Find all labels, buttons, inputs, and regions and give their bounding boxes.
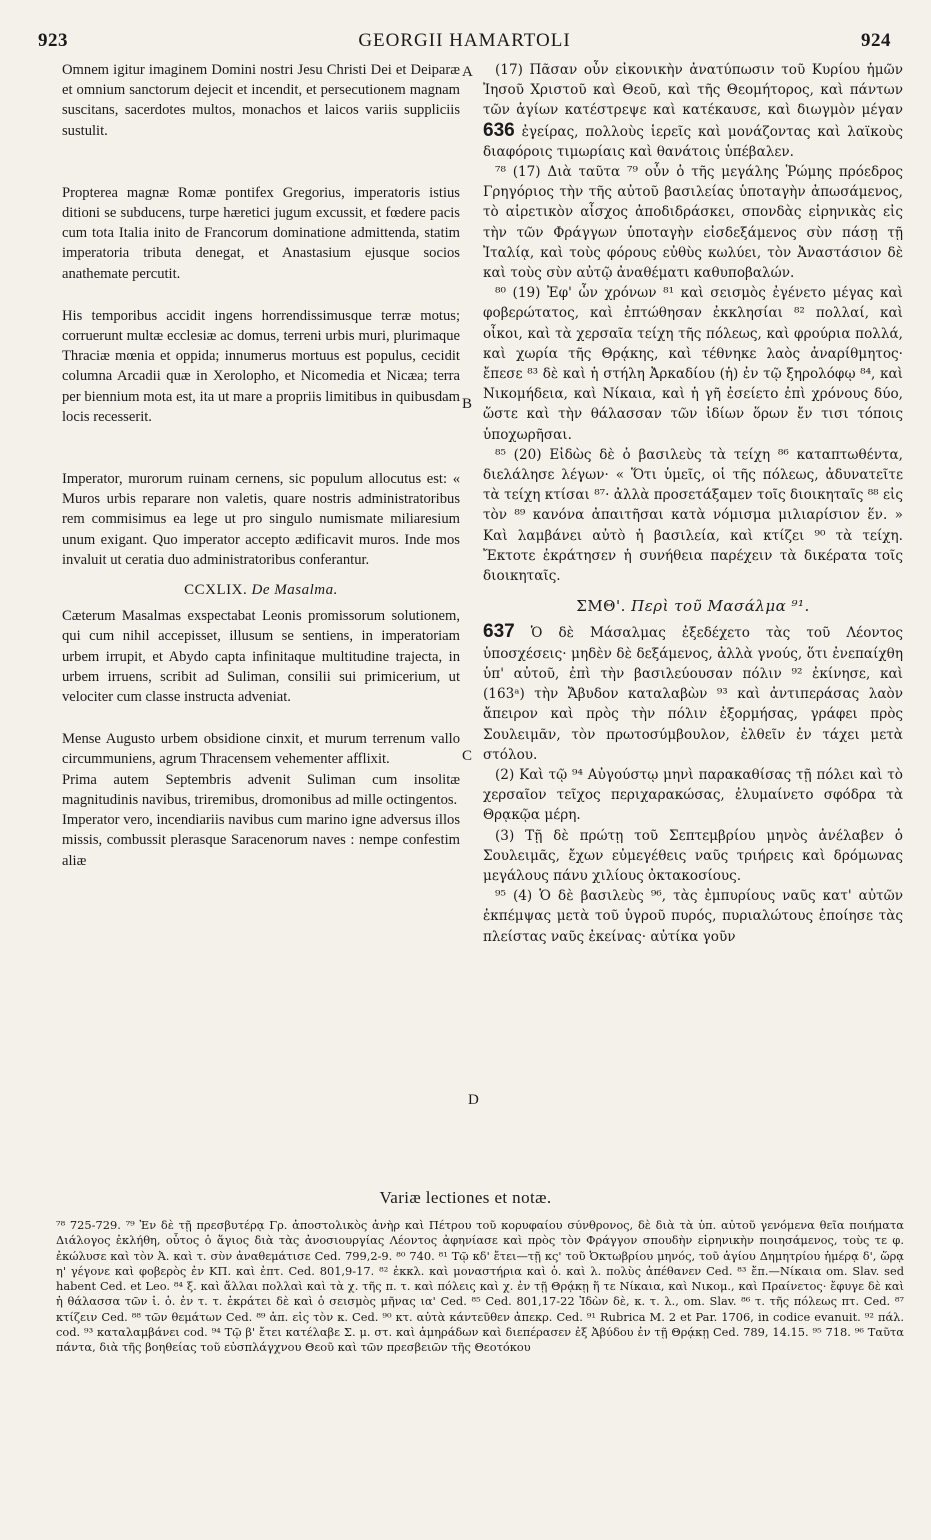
greek-section-heading — [483, 596, 903, 616]
column-marker-d: D — [468, 1092, 479, 1108]
latin-section-number: CCXLIX. — [184, 582, 248, 599]
notes-heading: Variæ lectiones et notæ. — [379, 1188, 552, 1207]
latin-paragraph: Propterea magnæ Romæ pontifex Gregorius, imperatoris istius ditioni se subducens, turpe hæretici jugum excussit, et fœdere pacis cum tota Italia inito de Francorum dominatione admittenda, statim imperatoria tributa denegat, et Anastasium ejusque socios anathemate percutit. — [62, 184, 460, 282]
greek-paragraph: 637 Ὁ δὲ Μάσαλμας ἐξεδέχετο τὰς τοῦ Λέοντος ὑποσχέσεις· μηδὲν δὲ δεξάμενος, ἀλλὰ γνούς, ὅτι ἐνεπαίχθη ὑπ' αὐτοῦ, ἐπὶ τὴν βασιλεύουσαν πόλιν ⁹² ἐκίνησε, καὶ (163ᵃ) τὴν Ἄβυδον καταλαβὼν ⁹³ καὶ ἀντιπεράσας λαὸν ἄπειρον καὶ πρὸς τὴν πόλιν ἐξορμήσας, γράφει πρὸς Σουλειμᾶν, τὸν πρωτοσύμβουλον, ἐλθεῖν ἐν τάχει μετὰ στόλου. — [483, 621, 903, 763]
footnote-text: ⁷⁸ 725-729. ⁷⁹ Ἐν δὲ τῇ πρεσβυτέρᾳ Γρ. ἀποστολικὸς ἀνὴρ καὶ Πέτρου τοῦ κορυφαίου σύνθρονος, δὲ διὰ τὰ ὑπ. αὐτοῦ γενόμενα θεῖα ποιήματα Διάλογος ἐκλήθη, οὗτος ὁ ἅγιος διὰ τὰς ἀνοσιουργίας Λέοντος ἀφηνίασε καὶ πρὸς τὸν Φράγγον σπουδὴν εἰρηνικὴν ποιησάμενος, τοὺς τε φ. ἐκώλυσε καὶ τὸν Ἀ. καὶ τ. σὺν ἀναθεμάτισε Ced. 799,2-9. ⁸⁰ 740. ⁸¹ Τῷ κδ' ἔτει—τῇ κς' τοῦ Ὀκτωβρίου μηνός, τοῦ ἁγίου Δημητρίου ἡμέρᾳ δ', ὥρᾳ η' γέγονε καὶ φοβερὸς ἐν ΚΠ. καὶ ἐπτ. Ced. 801,9-17. ⁸² ἐκκλ. καὶ μοναστήρια καὶ ὁ. καὶ λ. πολὺς ἀπέθανεν Ced. ⁸³ ἔπ.—Νίκαια om. Slav. sed habent Ced. et Leo. ⁸⁴ ξ. καὶ ἄλλαι πολλαὶ καὶ τὰ χ. τῆς π. τ. καὶ πόλεις καὶ χ. ἐν τῇ Θρᾴκῃ ἥ τε Νίκαια, καὶ Νικομ., καὶ Πραίνετος· ἔφυγε δὲ καὶ ἡ θάλασσα τῶν ἰ. ὁ. ἐν τ. τ. ἐκράτει δὲ καὶ ὁ σεισμὸς μῆνας ια' Ced. ⁸⁵ Ced. 801,17-22 Ἰδὼν δὲ, κ. τ. λ., om. Slav. ⁸⁶ τ. τῆς πόλεως πτ. Ced. ⁸⁷ κτίζειν Ced. ⁸⁸ τῶν θεμάτων Ced. ⁸⁹ ἀπ. εἰς τὸν κ. Ced. ⁹⁰ κτ. αὐτὰ κάντεῦθεν ἀπεκρ. Ced. ⁹¹ Rubrica M. 2 et Par. 1706, in codice evanuit. ⁹² πάλ. cod. ⁹³ καταλαμβάνει cod. ⁹⁴ Τῷ β' ἔτει κατέλαβε Σ. μ. στ. καὶ ἀμηράδων καὶ διεπέρασεν ἐξ Ἀβύδου ἐν τῇ Θρᾴκῃ Ced. 789, 14.15. ⁹⁵ 718. ⁹⁶ Ταῦτα πάντα, διὰ τῆς βοηθείας τοῦ εὐσπλάγχνου Θεοῦ καὶ τῶν πρεσβειῶν τῆς Θεοτόκου — [56, 1218, 904, 1355]
greek-paragraph: ⁷⁸ (17) Διὰ ταῦτα ⁷⁹ οὖν ὁ τῆς μεγάλης Ῥώμης πρόεδρος Γρηγόριος τὴν τῆς αὐτοῦ βασιλείας ὑποταγὴν ἀπωσάμενος, τὸ αἱρετικὸν αἶσχος ἀποδιδράσκει, σπονδὰς εἰρηνικὰς εἰς τὴν τῶν Φράγγων ὑποταγὴν εἰσδεξάμενος σὺν πάσῃ τῇ Ἰταλίᾳ, καὶ τοὺς φόρους εὐθὺς κωλύει, τὸν Ἀναστάσιον δὲ καὶ τοὺς σὺν αὐτῷ ἀναθέματι καθυποβαλών. — [483, 164, 903, 282]
greek-column — [483, 60, 903, 947]
latin-paragraph: His temporibus accidit ingens horrendissimusque terræ motus; corruerunt multæ ecclesiæ ac domus, terreni urbis muri, plurimaque Thraciæ mœnia et oppida; innumerus mortuus est populus, cecidit columna Arcadii quæ in Xerolopho, et Nicomedia et Nicæa; terra per biennium mota est, ita ut mare a propriis limitibus in quibusdam locis recesserit. — [62, 307, 460, 425]
left-page-number: 923 — [38, 30, 68, 51]
running-title: GEORGII HAMARTOLI — [358, 30, 571, 51]
column-marker-c: C — [462, 748, 473, 764]
latin-paragraph: Imperator, murorum ruinam cernens, sic populum allocutus est: « Muros urbis reparare non valetis, quare nostris administratoribus rem commisimus ea lege ut pro singulo numismate miliaresium unum exigant. Quo imperator accepto ædificavit muros. Inde mos invaluit ut ceratia duo administratoribus conferantur. — [62, 471, 460, 568]
latin-paragraph: Omnem igitur imaginem Domini nostri Jesu Christi Dei et Deiparæ et omnium sanctorum dejecit et incendit, et persecutionem magnam suscitans, sacerdotes multos, monachos et laicos variis suppliciis sustulit. — [62, 62, 460, 139]
footnotes — [56, 1218, 904, 1356]
latin-section-title: De Masalma. — [251, 582, 338, 599]
greek-paragraph: ⁹⁵ (4) Ὁ δὲ βασιλεὺς ⁹⁶, τὰς ἐμπυρίους ναῦς κατ' αὐτῶν ἐκπέμψας μετὰ τοῦ ὑγροῦ πυρός, πυριαλώτους ἐποίησε τὰς πλείστας ναῦς ἐκείνας· αὐτίκα γοῦν — [483, 888, 903, 945]
greek-paragraph: (17) Πᾶσαν οὖν εἰκονικὴν ἀνατύπωσιν τοῦ Κυρίου ἡμῶν Ἰησοῦ Χριστοῦ καὶ Θεοῦ, καὶ τῆς Θεομήτορος, καὶ πάντων τῶν ἁγίων κατέστρεψε καὶ κατέκαυσε, καὶ διωγμὸν μέγαν 636 ἐγείρας, πολλοὺς ἱερεῖς καὶ μονάζοντας καὶ λαϊκοὺς διαφόροις τιμωρίαις καὶ θανάτοις ὑπέβαλεν. — [483, 62, 903, 160]
greek-paragraph: ⁸⁰ (19) Ἐφ' ὧν χρόνων ⁸¹ καὶ σεισμὸς ἐγένετο μέγας καὶ φοβερώτατος, καὶ ἐπτώθησαν ἐκκλησίαι ⁸² πολλαί, καὶ οἶκοι, καὶ τὰ χερσαῖα τείχη τῆς πόλεως, καὶ φρούρια πολλά, καὶ χωρία τῆς Θρᾴκης, καὶ τέθνηκε λαὸς ἀναρίθμητος· ἔπεσε ⁸³ δὲ καὶ ἡ στήλη Ἀρκαδίου (ἡ) ἐν τῷ ξηρολόφῳ ⁸⁴, καὶ Νικομήδεια, καὶ Νίκαια, καὶ ἡ γῆ ἐσείετο ἐπὶ χρόνους δύο, ὥστε καὶ τὴν θάλασσαν τῶν ἰδίων ὅρων ἔν τισι τόποις ὑποχωρῆσαι. — [483, 285, 903, 443]
column-marker-b: B — [462, 396, 473, 412]
latin-paragraph: Imperator vero, incendiariis navibus cum marino igne adversus illos missis, combussit plerasque Saracenorum naves : nempe confestim aliæ — [62, 812, 460, 869]
migne-column-number: 637 — [483, 621, 515, 643]
greek-paragraph: (2) Καὶ τῷ ⁹⁴ Αὐγούστῳ μηνὶ παρακαθίσας τῇ πόλει καὶ τὸ χερσαῖον τεῖχος περιχαρακώσας, ἐλυμαίνετο σφόδρα τὰ Θρᾳκῷα μέρη. — [483, 766, 903, 824]
column-marker-a: A — [462, 64, 473, 80]
latin-section-heading — [62, 580, 460, 600]
latin-paragraph: Cæterum Masalmas exspectabat Leonis promissorum solutionem, qui cum nihil accepisset, illusum se sentiens, in imperatoriam urbem irrupit, et Abydo capta infinitaque multitudine trajecta, in urbem irruens, scribit ad Suliman, consilii sui primicerium, ut velociter cum classe instructa adveniat. — [62, 608, 460, 706]
latin-column — [62, 60, 460, 871]
greek-paragraph: ⁸⁵ (20) Εἰδὼς δὲ ὁ βασιλεὺς τὰ τείχη ⁸⁶ καταπτωθέντα, διελάλησε λέγων· « Ὅτι ὑμεῖς, οἱ τῆς πόλεως, ἀδυνατεῖτε τὰ τείχη κτίσαι ⁸⁷· ἀλλὰ προσετάξαμεν τοῖς διοικηταῖς ⁸⁸ εἰς τὸν ⁸⁹ κανόνα ἀπαιτῆσαι κατὰ νόμισμα μιλιαρίσιον ἕν. » Καὶ λαμβάνει αὐτὸ ἡ βασιλεία, καὶ κτίζει ⁹⁰ τὰ τείχη. Ἔκτοτε ἐκράτησεν ἡ συνήθεια παρέχειν τὰ δικέρατα τοῖς διοικηταῖς. — [483, 446, 903, 585]
running-header — [38, 30, 891, 56]
latin-paragraph: Mense Augusto urbem obsidione cinxit, et murum terrenum vallo circummuniens, agrum Thracensem vehementer afflixit. — [62, 731, 460, 768]
greek-section-title: Περὶ τοῦ Μασάλμα ⁹¹. — [631, 597, 810, 616]
latin-paragraph: Prima autem Septembris advenit Suliman cum insolitæ magnitudinis navibus, triremibus, dromonibus ad mille octingentos. — [62, 771, 460, 808]
migne-column-number: 636 — [483, 119, 515, 141]
greek-section-number: ΣΜΘ'. — [576, 597, 626, 616]
right-page-number: 924 — [861, 30, 891, 51]
greek-paragraph: (3) Τῇ δὲ πρώτῃ τοῦ Σεπτεμβρίου μηνὸς ἀνέλαβεν ὁ Σουλειμᾶς, ἔχων εὐμεγέθεις ναῦς τριήρεις καὶ δρόμωνας μεγάλους πάνυ χιλίους ὀκτακοσίους. — [483, 827, 903, 884]
